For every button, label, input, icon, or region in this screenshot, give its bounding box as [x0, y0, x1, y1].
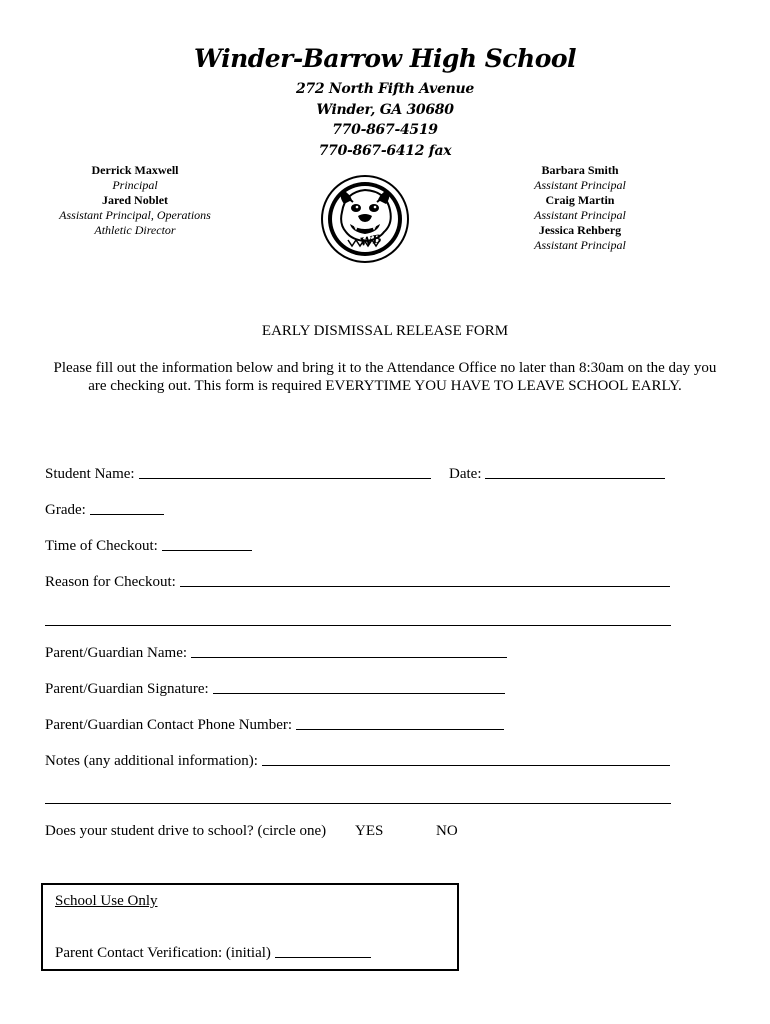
staff-name-smith: Barbara Smith	[541, 163, 619, 177]
staff-title-principal: Principal	[112, 178, 158, 192]
contact-verification-line[interactable]	[275, 956, 371, 958]
school-use-box	[41, 883, 459, 971]
checkout-time-label: Time of Checkout:	[45, 538, 158, 554]
checkout-reason-line-2[interactable]	[45, 625, 671, 626]
staff-title-rehberg: Assistant Principal	[534, 238, 626, 252]
date-label: Date:	[449, 466, 482, 482]
form-title: EARLY DISMISSAL RELEASE FORM	[261, 323, 509, 339]
drive-question	[45, 823, 326, 840]
date-field[interactable]	[449, 466, 665, 483]
staff-name-ap-operations: Jared Noblet	[101, 193, 169, 207]
drive-question-label: Does your student drive to school? (circle one)	[45, 823, 327, 839]
staff-name-martin: Craig Martin	[545, 193, 615, 207]
guardian-name-line[interactable]	[191, 656, 507, 658]
checkout-reason-field[interactable]	[45, 574, 670, 591]
school-use-title: School Use Only	[55, 893, 158, 909]
form-instructions: Please fill out the information below and bring it to the Attendance Office no later than 8:30am on the day you are checking out. This form is required EVERYTIME YOU HAVE TO LEAVE SCHOOL EARLY.	[53, 360, 717, 394]
student-name-field[interactable]	[45, 466, 431, 483]
notes-label: Notes (any additional information):	[45, 753, 258, 769]
grade-field[interactable]	[45, 502, 164, 519]
notes-line-2[interactable]	[45, 803, 671, 804]
guardian-signature-field[interactable]	[45, 681, 505, 698]
notes-field[interactable]	[45, 753, 670, 770]
drive-no-option[interactable]: NO	[436, 823, 458, 839]
contact-verification-field[interactable]	[55, 945, 371, 962]
guardian-signature-label: Parent/Guardian Signature:	[45, 681, 209, 697]
staff-title-athletic-director: Athletic Director	[94, 223, 176, 237]
guardian-phone-label: Parent/Guardian Contact Phone Number:	[45, 717, 293, 733]
fax-number: 770-867-6412 fax	[318, 143, 452, 159]
address-line-2: Winder, GA 30680	[316, 102, 454, 118]
school-name: Winder-Barrow High School	[193, 44, 577, 73]
grade-line[interactable]	[90, 513, 164, 515]
guardian-phone-line[interactable]	[296, 728, 504, 730]
staff-title-martin: Assistant Principal	[534, 208, 626, 222]
staff-title-ap-operations: Assistant Principal, Operations	[59, 208, 211, 222]
staff-name-rehberg: Jessica Rehberg	[538, 223, 622, 237]
grade-label: Grade:	[45, 502, 86, 518]
date-line[interactable]	[485, 477, 665, 479]
notes-line[interactable]	[262, 764, 670, 766]
guardian-name-field[interactable]	[45, 645, 507, 662]
guardian-phone-field[interactable]	[45, 717, 504, 734]
drive-yes-option[interactable]: YES	[355, 823, 384, 839]
staff-title-smith: Assistant Principal	[534, 178, 626, 192]
right-staff-list	[495, 163, 665, 253]
contact-verification-label: Parent Contact Verification: (initial)	[55, 945, 271, 961]
checkout-reason-label: Reason for Checkout:	[45, 574, 176, 590]
phone-number: 770-867-4519	[332, 122, 438, 138]
address-line-1: 272 North Fifth Avenue	[296, 81, 474, 97]
staff-name-principal: Derrick Maxwell	[91, 163, 179, 177]
checkout-time-line[interactable]	[162, 549, 252, 551]
student-name-line[interactable]	[139, 477, 431, 479]
student-name-label: Student Name:	[45, 466, 135, 482]
guardian-name-label: Parent/Guardian Name:	[45, 645, 188, 661]
guardian-signature-line[interactable]	[213, 692, 505, 694]
bulldog-mascot-icon	[320, 174, 410, 264]
checkout-time-field[interactable]	[45, 538, 252, 555]
left-staff-list	[40, 163, 230, 238]
checkout-reason-line[interactable]	[180, 585, 670, 587]
logo-monogram: WB	[359, 232, 383, 249]
